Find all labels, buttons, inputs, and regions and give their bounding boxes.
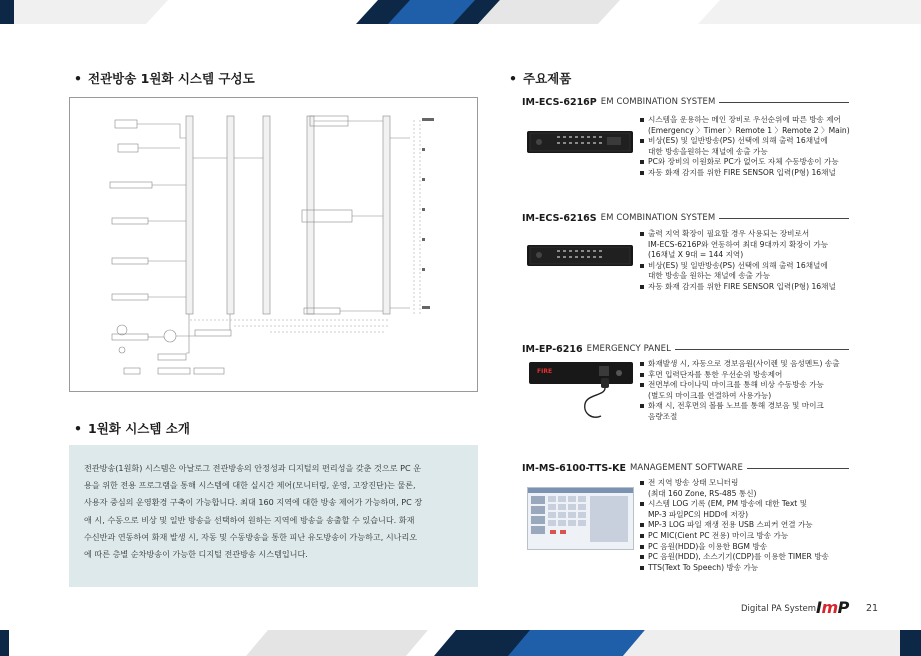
product-subtitle: EM COMBINATION SYSTEM [600,213,716,223]
product-code: IM-ECS-6216P [522,96,597,108]
software-window-thumbnail [528,488,633,549]
feature-item-continued: (최대 160 Zone, RS-485 통신) [648,488,757,498]
product-subtitle: EMERGENCY PANEL [586,344,671,354]
feature-item-continued: (16채널 X 9대 = 144 지역) [648,250,744,260]
feature-item: 후면 입력단자를 통한 우선순위 방송제어 [640,370,840,381]
product-features [640,359,840,423]
product-code: IM-EP-6216 [522,343,583,355]
intro-line: 수신반과 연동하여 화재 발생 시, 자동 및 수동방송을 통한 피난 유도방송이 가능하고, 시나리오 [84,531,418,542]
device-front-panel [527,245,633,266]
footer-label: Digital PA System [741,604,817,614]
intro-title-text: 1원화 시스템 소개 [88,421,190,436]
feature-item: 시스템 LOG 기록 (EM, PM 방송에 대한 Text 및 [640,499,829,510]
feature-item: 비상(ES) 및 일반방송(PS) 선택에 의해 출력 16채널에 [640,136,850,147]
feature-item-continued: (별도의 마이크를 연결하여 사용가능) [648,390,772,400]
product-code: IM-ECS-6216S [522,212,597,224]
intro-line: 전관방송(1원화) 시스템은 아날로그 전관방송의 안정성과 디지털의 편리성을 갖춘 것으로 PC 운 [84,463,422,473]
feature-item: 화재발생 시, 자동으로 경보음원(사이렌 및 음성멘트) 송출 [640,359,840,370]
logo-letter: P [837,598,849,617]
diagram-section-title [74,69,255,87]
product-subtitle: MANAGEMENT SOFTWARE [629,463,744,473]
feature-item: 자동 화재 감지를 위한 FIRE SENSOR 입력(P형) 16채널 [640,282,836,293]
product-heading [522,95,849,109]
product-code: IM-MS-6100-TTS-KE [522,462,626,474]
feature-item: PC와 장비의 이원화로 PC가 없어도 자체 수동방송이 가능 [640,157,850,168]
logo-letter: I [816,598,822,617]
product-features [640,478,829,573]
feature-item: 출력 지역 확장이 필요할 경우 사용되는 장비로서 [640,229,836,240]
feature-item-continued: 음량조절 [648,411,678,421]
heading-rule [747,468,849,469]
product-heading [522,342,849,356]
intro-section-title [74,419,190,437]
feature-item: 자동 화재 감지를 위한 FIRE SENSOR 입력(P형) 16채널 [640,168,850,179]
feature-item: MP-3 LOG 파일 재생 전용 USB 스피커 연결 가능 [640,520,829,531]
feature-item: PC 음원(HDD)을 이용한 BGM 방송 [640,542,829,553]
product-features [640,229,836,293]
products-title-text: 주요제품 [523,71,572,86]
product-heading [522,211,849,225]
feature-item: TTS(Text To Speech) 방송 가능 [640,563,829,574]
intro-line: 애 시, 수동으로 비상 및 일반 방송을 선택하여 원하는 지역에 방송을 송출할 수 있습니다. 화재 [84,514,415,525]
product-image-ecs-6216p [527,131,633,153]
products-section-title [509,69,571,87]
brand-logo [816,598,849,617]
feature-item-continued: IM-ECS-6216P와 연동하여 최대 9대까지 확장이 가능 [648,239,829,249]
software-screenshot [527,487,634,550]
heading-rule [675,349,849,350]
heading-rule [719,102,849,103]
logo-letter: m [821,598,838,617]
product-heading [522,461,849,475]
page-number: 21 [866,603,879,614]
intro-line: 용을 위한 전용 프로그램을 통해 시스템에 대한 실시간 제어(모니터링, 운영, 고장진단)는 물론, [84,480,416,491]
bullet-dot: • [74,421,82,436]
feature-item: 화재 시, 전후면의 볼륨 노브를 통해 경보음 및 마이크 [640,401,840,412]
feature-item-continued: MP-3 파일PC의 HDD에 저장) [648,509,749,519]
header-band [0,0,921,24]
bullet-dot: • [509,71,517,86]
intro-paragraph [84,460,468,563]
footer-band [0,630,921,656]
feature-item-continued: 대한 방송을 원하는 채널에 송출 가능 [648,271,771,281]
device-front-panel [527,131,633,153]
feature-item: PC 음원(HDD), 소스기기(CDP)를 이용한 TIMER 방송 [640,552,829,563]
intro-line: 에 따른 층별 순차방송이 가능한 디지털 전관방송 시스템입니다. [84,549,308,560]
feature-item: 전 지역 방송 상태 모니터링 [640,478,829,489]
microphone-icon [527,360,635,424]
heading-rule [719,218,849,219]
feature-item-continued: 대한 방송을원하는 채널에 송출 가능 [648,146,768,156]
feature-item: PC MIC(Cient PC 전용) 마이크 방송 가능 [640,531,829,542]
fire-label: FIRE [537,368,553,375]
product-features [640,115,850,179]
feature-item: 시스템을 운용하는 메인 장비로 우선순위에 따른 방송 제어 [640,115,850,126]
feature-item: 전면부에 다이나믹 마이크를 통해 비상 수동방송 가능 [640,380,840,391]
feature-item-continued: (Emergency 〉Timer 〉Remote 1 〉Remote 2 〉Main) [648,125,850,135]
product-image-ecs-6216s [527,245,633,266]
product-subtitle: EM COMBINATION SYSTEM [600,97,716,107]
system-diagram-drawing [70,98,477,391]
intro-line: 사용자 중심의 운영환경 구축이 가능합니다. 최대 160 지역에 대한 방송 제어가 가능하며, PC 장 [84,497,423,508]
product-image-ep-6216 [527,360,635,424]
bullet-dot: • [74,71,82,86]
feature-item: 비상(ES) 및 일반방송(PS) 선택에 의해 출력 16채널에 [640,261,836,272]
diagram-title-text: 전관방송 1원화 시스템 구성도 [88,71,255,86]
system-diagram [69,97,478,392]
